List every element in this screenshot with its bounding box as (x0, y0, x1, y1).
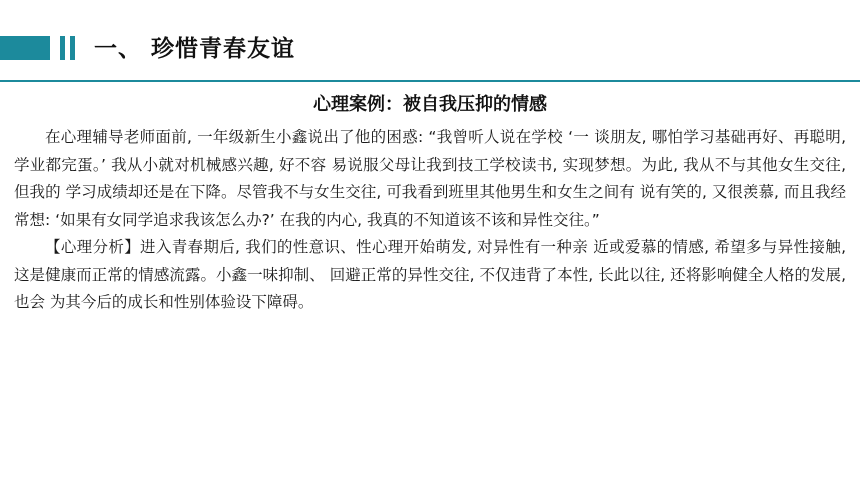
header-divider (0, 80, 860, 82)
case-body (14, 124, 846, 317)
section-title: 一、 珍惜青春友谊 (94, 36, 296, 62)
analysis-paragraph: 【心理分析】进入青春期后, 我们的性意识、性心理开始萌发, 对异性有一种亲 近或爱慕的情感, 希望多与异性接触, 这是健康而正常的情感流露。小鑫一味抑制、 回避正常的异性交往, 不仅违背了本性, 长此以往, 还将影响健全人格的发展, 也会 为其今后的成长和性别体验设下障碍。 (14, 238, 846, 311)
header-accent-block (0, 36, 50, 60)
header-accent-stripe (60, 36, 65, 60)
header-accent-stripe (70, 36, 75, 60)
section-header (0, 0, 860, 90)
case-title: 心理案例：被自我压抑的情感 (313, 94, 547, 115)
case-paragraph: 在心理辅导老师面前, 一年级新生小鑫说出了他的困惑: “我曾听人说在学校 ‘一 谈朋友, 哪怕学习基础再好、再聪明, 学业都完蛋。’ 我从小就对机械感兴趣, 好不容 易说服父母让我到技工学校读书, 实现梦想。为此, 我从不与其他女生交往, 但我的 学习成绩却还是在下降。尽管我不与女生交往, 可我看到班里其他男生和女生之间有 说有笑的, 又很羡慕, 而且我经常想: ‘如果有女同学追求我该怎么办?’ 在我的内心, 我真的不知道该不该和异性交往。” (14, 128, 846, 229)
